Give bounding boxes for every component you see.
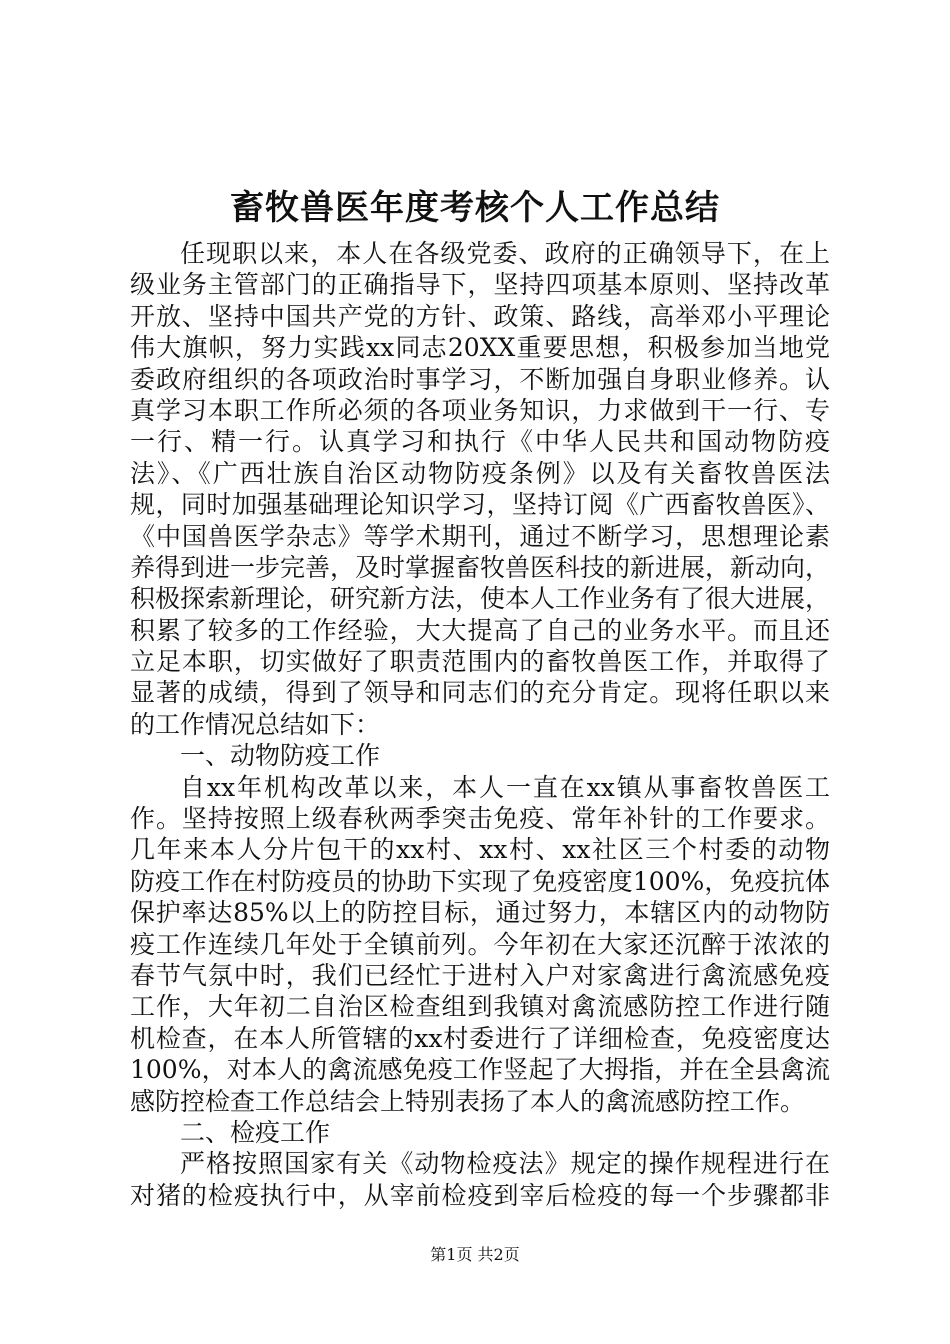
section-heading: 一、动物防疫工作 xyxy=(180,741,381,771)
text-line: 作。坚持按照上级春秋两季突击免疫、常年补针的工作要求。 xyxy=(130,804,830,834)
text-line: 积累了较多的工作经验，大大提高了自己的业务水平。而且还 xyxy=(130,615,830,645)
text-line: 对猪的检疫执行中，从宰前检疫到宰后检疫的每一个步骤都非 xyxy=(130,1180,830,1210)
text-line: 春节气氛中时，我们已经忙于进村入户对家禽进行禽流感免疫 xyxy=(130,960,830,990)
text-line: 真学习本职工作所必须的各项业务知识，力求做到干一行、专 xyxy=(130,395,830,425)
text-line: 感防控检查工作总结会上特别表扬了本人的禽流感防控工作。 xyxy=(130,1086,806,1116)
text-line: 伟大旗帜，努力实践xx同志20XX重要思想，积极参加当地党 xyxy=(130,333,830,363)
text-line: 立足本职，切实做好了职责范围内的畜牧兽医工作，并取得了 xyxy=(130,647,830,677)
text-line: 显著的成绩，得到了领导和同志们的充分肯定。现将任职以来 xyxy=(130,678,830,708)
text-line: 保护率达85%以上的防控目标，通过努力，本辖区内的动物防 xyxy=(130,898,830,928)
text-line: 任现职以来，本人在各级党委、政府的正确领导下，在上 xyxy=(180,239,830,268)
text-line: 养得到进一步完善，及时掌握畜牧兽医科技的新进展，新动向， xyxy=(130,552,830,582)
document-title: 畜牧兽医年度考核个人工作总结 xyxy=(230,188,720,228)
document-body xyxy=(130,238,830,1211)
text-line: 级业务主管部门的正确指导下，坚持四项基本原则、坚持改革 xyxy=(130,270,830,300)
text-line: 积极探索新理论，研究新方法，使本人工作业务有了很大进展， xyxy=(130,584,830,614)
text-line: 工作，大年初二自治区检查组到我镇对禽流感防控工作进行随 xyxy=(130,992,830,1022)
text-line: 法》、《广西壮族自治区动物防疫条例》以及有关畜牧兽医法 xyxy=(130,458,830,488)
text-line: 防疫工作在村防疫员的协助下实现了免疫密度100%，免疫抗体 xyxy=(130,866,830,896)
text-line: 的工作情况总结如下： xyxy=(130,709,381,739)
text-line: 100%，对本人的禽流感免疫工作竖起了大拇指，并在全县禽流 xyxy=(130,1055,830,1085)
text-line: 开放、坚持中国共产党的方针、政策、路线，高举邓小平理论 xyxy=(130,301,830,331)
text-line: 疫工作连续几年处于全镇前列。今年初在大家还沉醉于浓浓的 xyxy=(130,929,830,959)
section-heading: 二、检疫工作 xyxy=(180,1117,331,1147)
text-line: 自xx年机构改革以来，本人一直在xx镇从事畜牧兽医工 xyxy=(180,772,830,802)
page-footer: 第1页 共2页 xyxy=(430,1245,520,1264)
text-line: 委政府组织的各项政治时事学习，不断加强自身职业修养。认 xyxy=(130,364,830,394)
text-line: 一行、精一行。认真学习和执行《中华人民共和国动物防疫 xyxy=(130,427,830,457)
text-line: 《中国兽医学杂志》等学术期刊，通过不断学习，思想理论素 xyxy=(130,521,830,551)
text-line: 严格按照国家有关《动物检疫法》规定的操作规程进行在 xyxy=(180,1149,830,1179)
text-line: 规，同时加强基础理论知识学习，坚持订阅《广西畜牧兽医》、 xyxy=(130,490,830,520)
text-line: 机检查，在本人所管辖的xx村委进行了详细检查，免疫密度达 xyxy=(130,1023,830,1053)
text-line: 几年来本人分片包干的xx村、xx村、xx社区三个村委的动物 xyxy=(130,835,830,865)
